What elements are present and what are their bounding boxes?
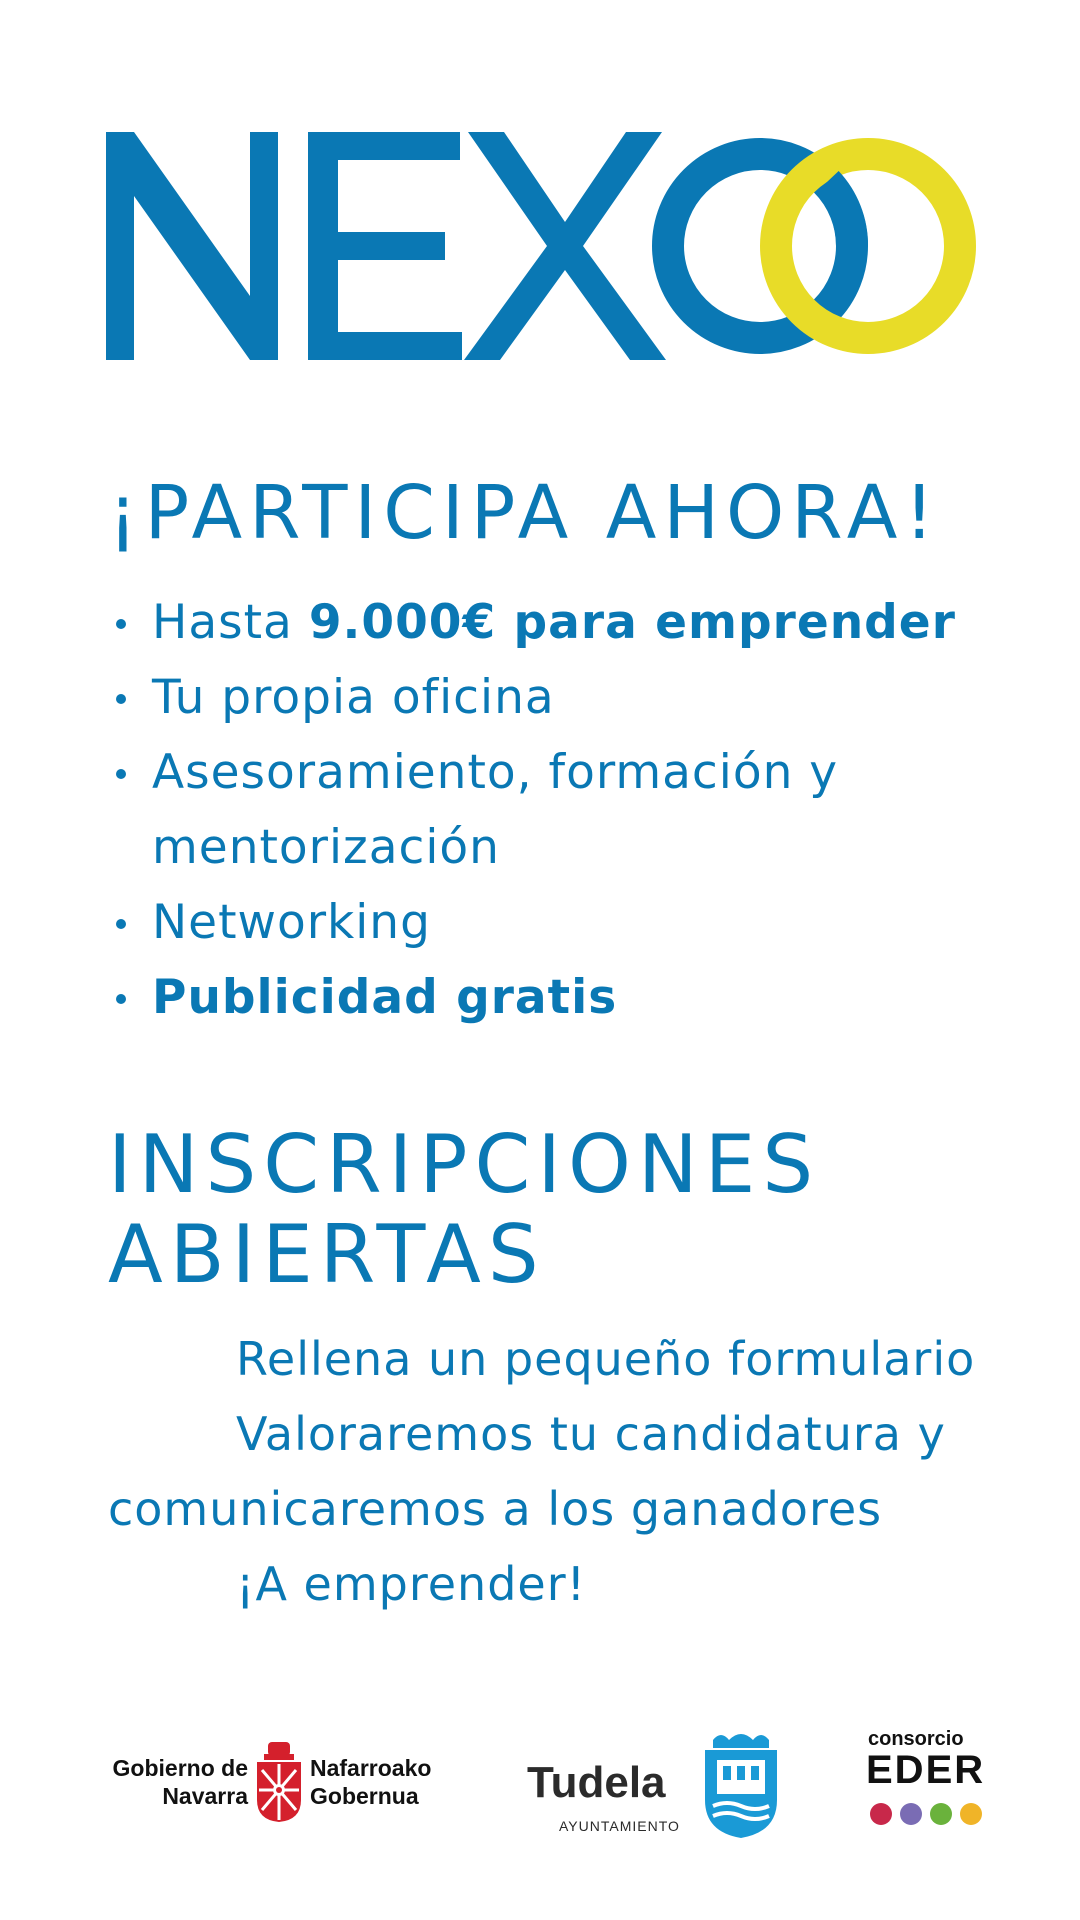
- benefits-list: [108, 585, 1028, 1035]
- step-text: Rellena un pequeño formulario: [236, 1332, 976, 1386]
- gobierno-navarra-logo: [108, 1740, 453, 1830]
- benefit-item: Publicidad gratis: [108, 960, 1028, 1035]
- consorcio-eder-logo: [866, 1728, 996, 1828]
- benefit-item: Asesoramiento, formación y mentorización: [108, 735, 1028, 885]
- logo-ring-interlock: [827, 182, 852, 246]
- tudela-shield-icon: [699, 1730, 783, 1840]
- logo-letter-n: [106, 132, 278, 360]
- gobernua-label: Nafarroako Gobernua: [310, 1755, 432, 1809]
- benefit-item: Tu propia oficina: [108, 660, 1028, 735]
- logo-text: NEXOO: [100, 120, 104, 121]
- sponsor-footer: [0, 1720, 1080, 1840]
- benefit-item: Hasta 9.000€ para emprender: [108, 585, 1028, 660]
- benefit-item: Networking: [108, 885, 1028, 960]
- logo-letter-x: [464, 132, 666, 360]
- tudela-logo: [527, 1730, 782, 1840]
- logo-letter-e: [308, 132, 462, 360]
- eder-small-label: consorcio: [868, 1728, 964, 1750]
- gobierno-label: Gobierno de Navarra: [112, 1755, 248, 1809]
- headline: ¡PARTICIPA AHORA!: [108, 470, 941, 556]
- subhead: INSCRIPCIONES ABIERTAS: [108, 1118, 821, 1301]
- nexoo-logo: [100, 120, 990, 380]
- steps: [108, 1322, 1028, 1622]
- step-text: ¡A emprender!: [236, 1557, 587, 1611]
- navarra-shield-icon: [254, 1740, 304, 1824]
- eder-big-label: EDER: [866, 1748, 986, 1792]
- tudela-name: Tudela: [527, 1758, 666, 1807]
- step-text: Valoraremos tu candidatura y comunicaremos a los ganadores: [108, 1407, 946, 1536]
- tudela-sub: AYUNTAMIENTO: [559, 1818, 680, 1834]
- eder-dots-icon: [868, 1800, 988, 1830]
